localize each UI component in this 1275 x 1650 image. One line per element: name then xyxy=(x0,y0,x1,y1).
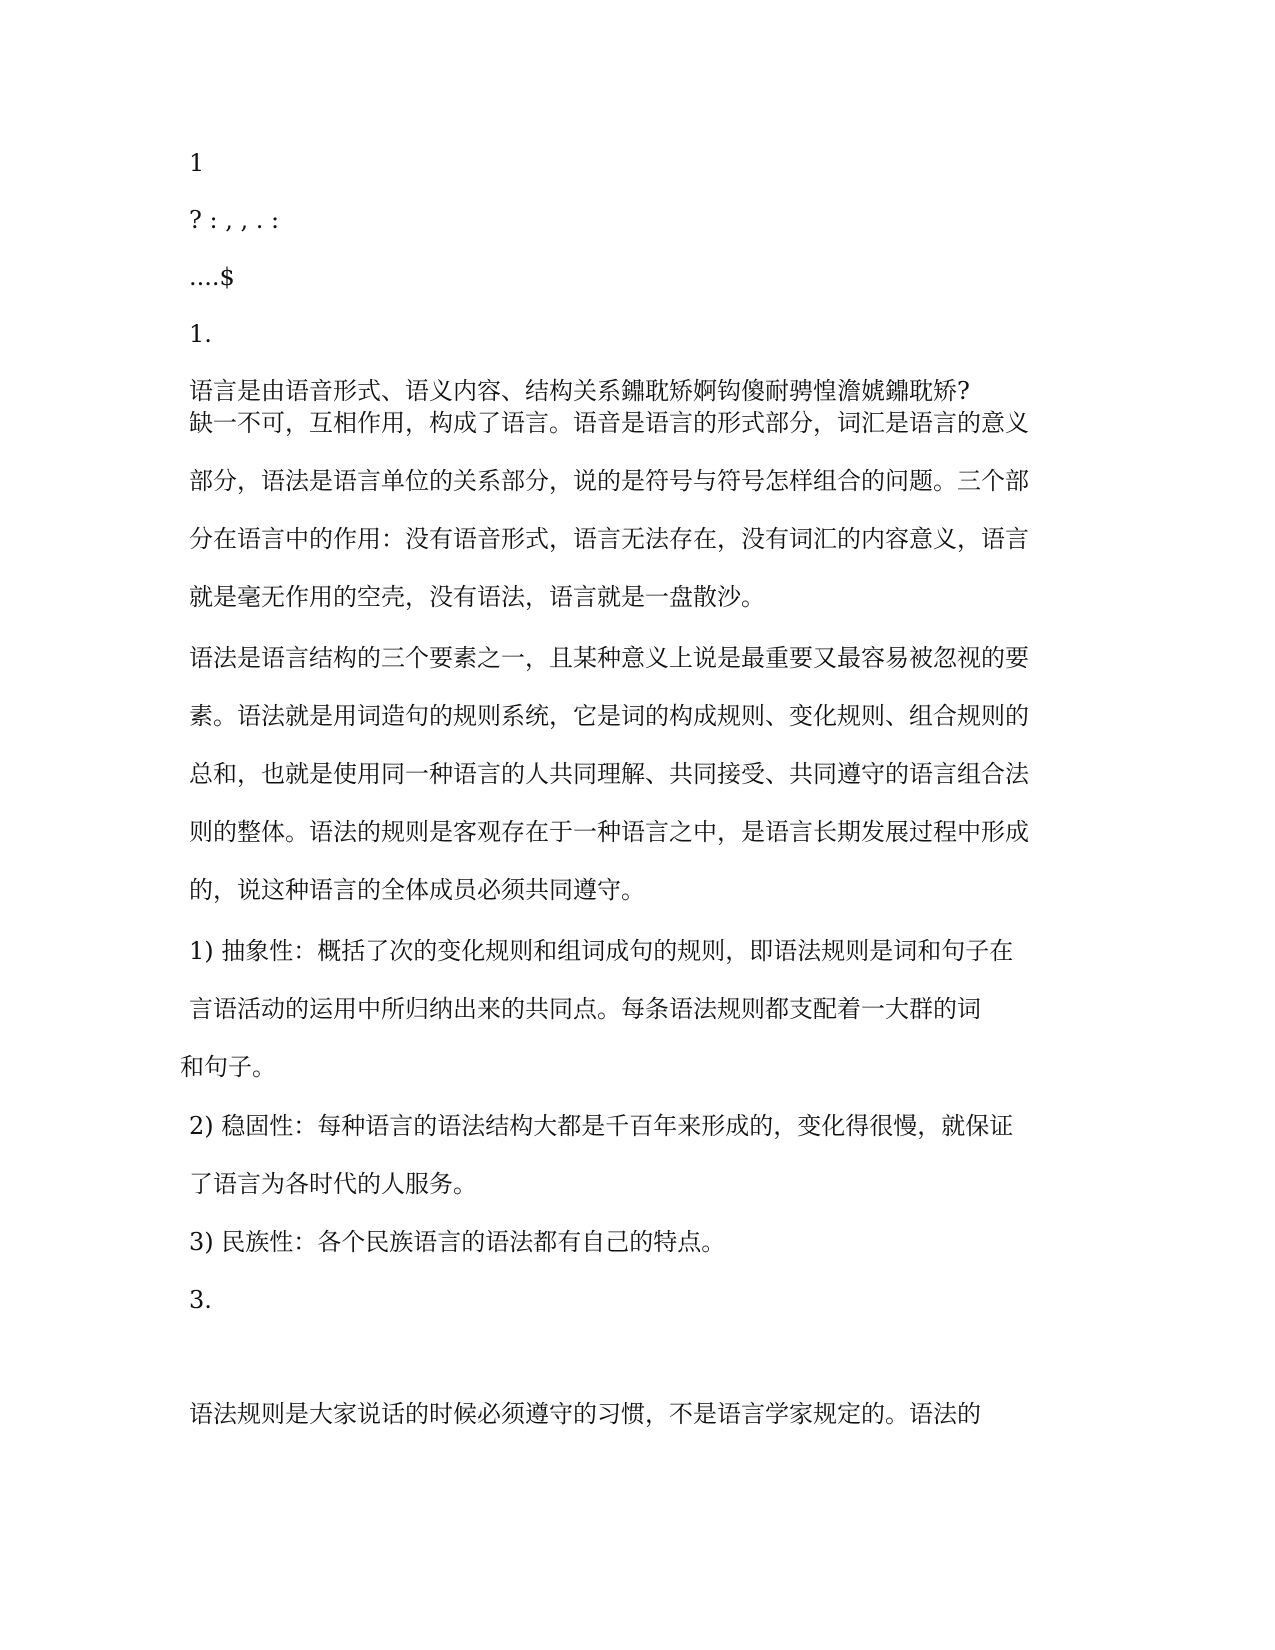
paragraph-line: 部分，语法是语言单位的关系部分，说的是符号与符号怎样组合的问题。三个部 xyxy=(189,467,1029,495)
section-number: 1. xyxy=(189,320,212,348)
paragraph-line: 语法规则是大家说话的时候必须遵守的习惯，不是语言学家规定的。语法的 xyxy=(189,1400,981,1428)
list-item: 2) 稳固性：每种语言的语法结构大都是千百年来形成的，变化得很慢，就保证 xyxy=(189,1112,1014,1140)
list-item-continuation: 言语活动的运用中所归纳出来的共同点。每条语法规则都支配着一大群的词 xyxy=(189,995,981,1023)
paragraph-line: 则的整体。语法的规则是客观存在于一种语言之中，是语言长期发展过程中形成 xyxy=(189,818,1029,846)
section-number: 3. xyxy=(189,1286,212,1314)
page-number: 1 xyxy=(189,149,205,177)
paragraph-line: 语法是语言结构的三个要素之一，且某种意义上说是最重要又最容易被忽视的要 xyxy=(189,644,1029,672)
list-item-continuation: 了语言为各时代的人服务。 xyxy=(189,1170,477,1198)
paragraph-line: 就是毫无作用的空壳，没有语法，语言就是一盘散沙。 xyxy=(189,583,765,611)
paragraph-line: 总和，也就是使用同一种语言的人共同理解、共同接受、共同遵守的语言组合法 xyxy=(189,760,1029,788)
list-item: 1) 抽象性：概括了次的变化规则和组词成句的规则，即语法规则是词和句子在 xyxy=(189,937,1014,965)
paragraph-line: 的，说这种语言的全体成员必须共同遵守。 xyxy=(189,876,645,904)
symbol-line: ....$ xyxy=(189,263,235,291)
symbol-line: ? : , , . : xyxy=(189,206,280,234)
paragraph-line: 分在语言中的作用：没有语音形式，语言无法存在，没有词汇的内容意义，语言 xyxy=(189,525,1029,553)
paragraph-line: 缺一不可，互相作用，构成了语言。语音是语言的形式部分，词汇是语言的意义 xyxy=(189,409,1029,437)
list-item: 3) 民族性：各个民族语言的语法都有自己的特点。 xyxy=(189,1228,726,1256)
paragraph-line: 素。语法就是用词造句的规则系统，它是词的构成规则、变化规则、组合规则的 xyxy=(189,702,1029,730)
paragraph-line: 语言是由语音形式、语义内容、结构关系鐤耽矫婀钩傻耐骋惶澹婋鐤耽矫? xyxy=(189,377,970,405)
list-item-continuation: 和句子。 xyxy=(180,1053,276,1081)
